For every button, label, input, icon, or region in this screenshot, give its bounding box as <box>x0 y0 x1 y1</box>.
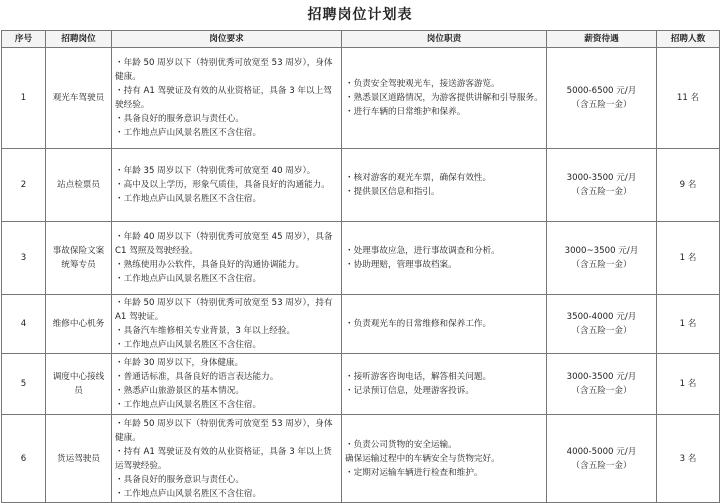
header-pay: 薪资待遇 <box>547 31 657 48</box>
table-row <box>2 48 720 149</box>
cell-pay <box>547 48 657 149</box>
requirement-line: ・持有 A1 驾驶证及有效的从业资格证，具备 3 年以上货运驾驶经验。 <box>115 446 332 471</box>
cell-position: 货运驾驶员 <box>46 415 112 503</box>
table-row <box>2 354 720 415</box>
pay-range: 3000-3500 元/月 <box>566 372 637 382</box>
pay-note: （含五险一金） <box>571 260 632 270</box>
duty-line: ・接听游客咨询电话，解答相关问题。 <box>345 372 492 382</box>
header-requirements: 岗位要求 <box>112 31 342 48</box>
requirement-line: ・年龄 50 周岁以下（特别优秀可放宽至 53 周岁），持有 A1 驾驶证。 <box>115 298 333 322</box>
cell-pay <box>547 415 657 503</box>
cell-requirements <box>112 149 342 222</box>
table-row <box>2 415 720 503</box>
duty-line: ・进行车辆的日常维护和保养。 <box>345 107 466 117</box>
header-count: 招聘人数 <box>657 31 720 48</box>
cell-no: 1 <box>2 48 46 149</box>
cell-count: 11 名 <box>657 48 720 149</box>
table-header-row <box>2 31 720 48</box>
cell-position: 调度中心接线员 <box>46 354 112 415</box>
cell-pay <box>547 354 657 415</box>
requirement-line: ・工作地点庐山风景名胜区不含住宿。 <box>115 488 262 499</box>
cell-no: 5 <box>2 354 46 415</box>
cell-duties <box>342 48 547 149</box>
duty-line: ・记录预订信息，处理游客投诉。 <box>345 386 474 396</box>
requirement-line: ・工作地点庐山风景名胜区不含住宿。 <box>115 400 262 410</box>
pay-range: 3500-4000 元/月 <box>566 312 637 322</box>
header-position: 招聘岗位 <box>46 31 112 48</box>
table-row <box>2 149 720 222</box>
requirement-line: ・具备良好的服务意识与责任心。 <box>115 474 244 485</box>
requirement-line: ・工作地点庐山风景名胜区不含住宿。 <box>115 194 262 204</box>
cell-requirements <box>112 295 342 354</box>
recruitment-table <box>1 30 720 503</box>
cell-requirements <box>112 354 342 415</box>
header-duties: 岗位职责 <box>342 31 547 48</box>
cell-position: 观光车驾驶员 <box>46 48 112 149</box>
table-row <box>2 222 720 295</box>
requirement-line: ・年龄 30 周岁以下，身体健康。 <box>115 358 244 368</box>
cell-duties <box>342 415 547 503</box>
requirement-line: ・高中及以上学历，形象气质佳，具备良好的沟通能力。 <box>115 180 330 190</box>
requirement-line: ・普通话标准，具备良好的语言表达能力。 <box>115 372 279 382</box>
page-title: 招聘岗位计划表 <box>307 7 413 23</box>
pay-note: （含五险一金） <box>571 386 632 396</box>
requirement-line: ・年龄 50 周岁以下（特别优秀可放宽至 53 周岁），身体健康。 <box>115 418 333 443</box>
pay-note: （含五险一金） <box>571 187 632 197</box>
cell-count: 1 名 <box>657 354 720 415</box>
cell-requirements <box>112 415 342 503</box>
cell-requirements <box>112 222 342 295</box>
table-row <box>2 295 720 354</box>
requirement-line: ・熟练使用办公软件，具备良好的沟通协调能力。 <box>115 260 305 270</box>
cell-position: 站点检票员 <box>46 149 112 222</box>
cell-count: 9 名 <box>657 149 720 222</box>
duty-line: ・定期对运输车辆进行检查和维护。 <box>345 467 483 478</box>
duty-line: ・核对游客的观光车票，确保有效性。 <box>345 173 492 183</box>
cell-pay <box>547 295 657 354</box>
pay-note: （含五险一金） <box>571 460 632 471</box>
header-no: 序号 <box>2 31 46 48</box>
duty-line: ・熟悉景区道路情况，为游客提供讲解和引导服务。 <box>345 93 543 103</box>
pay-range: 5000-6500 元/月 <box>566 86 637 96</box>
requirement-line: ・持有 A1 驾驶证及有效的从业资格证，具备 3 年以上驾驶经验。 <box>115 86 332 110</box>
duty-line: ・提供景区信息和指引。 <box>345 187 440 197</box>
cell-duties <box>342 149 547 222</box>
pay-note: （含五险一金） <box>571 326 632 336</box>
cell-pay <box>547 149 657 222</box>
duty-line: 确保运输过程中的车辆安全与货物完好。 <box>345 453 500 464</box>
requirement-line: ・工作地点庐山风景名胜区不含住宿。 <box>115 128 262 138</box>
duty-line: ・负责观光车的日常维修和保养工作。 <box>345 319 492 329</box>
cell-count: 3 名 <box>657 415 720 503</box>
duty-line: ・协助理赔，管理事故档案。 <box>345 260 457 270</box>
cell-no: 2 <box>2 149 46 222</box>
cell-no: 4 <box>2 295 46 354</box>
duty-line: ・负责公司货物的安全运输。 <box>345 439 457 450</box>
pay-range: 3000-3500 元/月 <box>566 173 637 183</box>
requirement-line: ・工作地点庐山风景名胜区不含住宿。 <box>115 274 262 284</box>
requirement-line: ・工作地点庐山风景名胜区不含住宿。 <box>115 340 262 350</box>
cell-count: 1 名 <box>657 295 720 354</box>
cell-duties <box>342 295 547 354</box>
cell-position: 事故保险文案统筹专员 <box>46 222 112 295</box>
requirement-line: ・年龄 40 周岁以下（特别优秀可放宽至 45 周岁），具备 C1 驾照及驾驶经验。 <box>115 232 333 256</box>
cell-duties <box>342 222 547 295</box>
requirement-line: ・具备汽车维修相关专业背景，3 年以上经验。 <box>115 326 296 336</box>
pay-range: 3000~3500 元/月 <box>564 246 639 256</box>
pay-range: 4000-5000 元/月 <box>566 446 637 457</box>
requirement-line: ・具备良好的服务意识与责任心。 <box>115 114 244 124</box>
requirement-line: ・年龄 50 周岁以下（特别优秀可放宽至 53 周岁），身体健康。 <box>115 58 333 82</box>
cell-requirements <box>112 48 342 149</box>
pay-note: （含五险一金） <box>571 100 632 110</box>
duty-line: ・处理事故应急，进行事故调查和分析。 <box>345 246 500 256</box>
cell-pay <box>547 222 657 295</box>
requirement-line: ・年龄 35 周岁以下（特别优秀可放宽至 40 周岁）。 <box>115 166 316 176</box>
duty-line: ・负责安全驾驶观光车，接送游客游览。 <box>345 79 500 89</box>
cell-position: 维修中心机务 <box>46 295 112 354</box>
cell-no: 6 <box>2 415 46 503</box>
cell-duties <box>342 354 547 415</box>
requirement-line: ・熟悉庐山旅游景区的基本情况。 <box>115 386 244 396</box>
cell-no: 3 <box>2 222 46 295</box>
cell-count: 1 名 <box>657 222 720 295</box>
